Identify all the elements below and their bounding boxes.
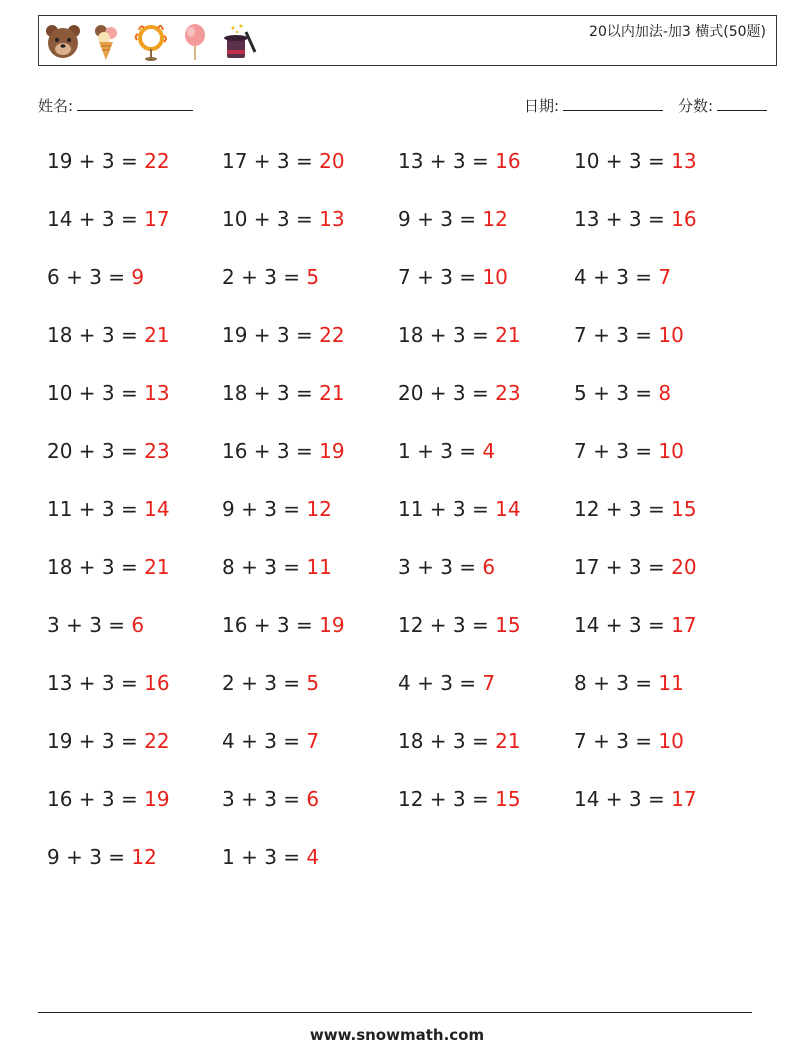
problem-answer: 23	[144, 439, 170, 463]
problem-item	[398, 141, 521, 181]
problem-question: 20 + 3 =	[398, 381, 496, 405]
problem-answer: 20	[671, 555, 697, 579]
problem-item	[398, 605, 521, 645]
problem-item	[398, 199, 508, 239]
problem-answer: 21	[144, 323, 170, 347]
problem-item	[574, 141, 697, 181]
problem-question: 14 + 3 =	[574, 787, 672, 811]
problem-question: 7 + 3 =	[574, 323, 659, 347]
problem-answer: 11	[306, 555, 332, 579]
problem-question: 13 + 3 =	[47, 671, 145, 695]
problem-question: 19 + 3 =	[47, 729, 145, 753]
problem-answer: 20	[319, 149, 345, 173]
problem-item	[47, 199, 170, 239]
problem-question: 18 + 3 =	[398, 323, 496, 347]
problem-item	[398, 489, 521, 529]
problem-question: 7 + 3 =	[398, 265, 483, 289]
problem-question: 8 + 3 =	[574, 671, 659, 695]
name-blank[interactable]	[77, 96, 193, 111]
problem-answer: 6	[306, 787, 320, 811]
date-blank[interactable]	[563, 96, 663, 111]
problem-question: 3 + 3 =	[398, 555, 483, 579]
problem-item	[398, 547, 495, 587]
problem-answer: 15	[671, 497, 697, 521]
problem-item	[574, 721, 684, 761]
problem-item	[574, 199, 697, 239]
problem-answer: 13	[319, 207, 345, 231]
problem-item	[574, 431, 684, 471]
problem-item	[574, 779, 697, 819]
problem-answer: 17	[671, 613, 697, 637]
problem-item	[47, 257, 144, 297]
problem-answer: 14	[144, 497, 170, 521]
problem-answer: 4	[306, 845, 320, 869]
problem-answer: 17	[144, 207, 170, 231]
problem-question: 10 + 3 =	[222, 207, 320, 231]
problem-question: 10 + 3 =	[47, 381, 145, 405]
problem-answer: 13	[671, 149, 697, 173]
ring-of-fire-icon	[131, 20, 171, 62]
problem-question: 17 + 3 =	[574, 555, 672, 579]
problem-answer: 5	[306, 671, 320, 695]
problem-question: 18 + 3 =	[47, 323, 145, 347]
problem-answer: 19	[319, 439, 345, 463]
problem-question: 8 + 3 =	[222, 555, 307, 579]
problem-answer: 21	[319, 381, 345, 405]
problem-answer: 10	[482, 265, 508, 289]
name-label: 姓名:	[38, 97, 74, 115]
problem-question: 16 + 3 =	[47, 787, 145, 811]
header-box	[38, 15, 777, 66]
problem-item	[222, 605, 345, 645]
problem-question: 18 + 3 =	[47, 555, 145, 579]
problem-question: 3 + 3 =	[222, 787, 307, 811]
problem-answer: 4	[482, 439, 496, 463]
problem-item	[222, 779, 319, 819]
header-icons	[43, 20, 259, 62]
problem-answer: 11	[658, 671, 684, 695]
problem-question: 12 + 3 =	[398, 787, 496, 811]
bear-face-icon	[43, 20, 83, 62]
problem-item	[222, 199, 345, 239]
problem-question: 11 + 3 =	[398, 497, 496, 521]
problem-item	[222, 257, 319, 297]
problem-item	[398, 257, 508, 297]
problem-item	[222, 663, 319, 703]
problem-answer: 12	[131, 845, 157, 869]
problem-answer: 7	[482, 671, 496, 695]
problem-question: 12 + 3 =	[574, 497, 672, 521]
problem-item	[222, 837, 319, 877]
cotton-candy-icon	[175, 20, 215, 62]
problem-answer: 15	[495, 613, 521, 637]
problem-item	[47, 373, 170, 413]
problem-answer: 7	[306, 729, 320, 753]
magic-hat-wand-icon	[219, 20, 259, 62]
problem-question: 4 + 3 =	[574, 265, 659, 289]
problem-question: 16 + 3 =	[222, 613, 320, 637]
problem-question: 2 + 3 =	[222, 671, 307, 695]
problem-item	[398, 663, 495, 703]
problem-answer: 10	[658, 729, 684, 753]
problem-item	[222, 489, 332, 529]
problem-item	[222, 547, 332, 587]
problem-item	[47, 489, 170, 529]
problem-question: 18 + 3 =	[222, 381, 320, 405]
problem-question: 9 + 3 =	[398, 207, 483, 231]
problem-item	[47, 431, 170, 471]
problem-answer: 22	[319, 323, 345, 347]
problem-question: 13 + 3 =	[398, 149, 496, 173]
problem-question: 11 + 3 =	[47, 497, 145, 521]
problem-answer: 5	[306, 265, 320, 289]
date-label: 日期:	[524, 97, 560, 115]
problem-question: 19 + 3 =	[47, 149, 145, 173]
problem-answer: 22	[144, 149, 170, 173]
problem-item	[222, 315, 345, 355]
problem-answer: 19	[319, 613, 345, 637]
problem-item	[222, 431, 345, 471]
problem-item	[574, 373, 671, 413]
problem-answer: 15	[495, 787, 521, 811]
problem-item	[574, 663, 684, 703]
problem-answer: 6	[482, 555, 496, 579]
problem-question: 12 + 3 =	[398, 613, 496, 637]
problem-answer: 12	[482, 207, 508, 231]
problem-item	[47, 141, 170, 181]
problem-question: 1 + 3 =	[222, 845, 307, 869]
problem-answer: 6	[131, 613, 145, 637]
problem-question: 9 + 3 =	[47, 845, 132, 869]
problem-answer: 16	[144, 671, 170, 695]
name-field	[38, 95, 193, 116]
score-label: 分数:	[678, 97, 714, 115]
problem-question: 7 + 3 =	[574, 729, 659, 753]
problem-item	[574, 257, 671, 297]
problem-answer: 19	[144, 787, 170, 811]
problem-question: 4 + 3 =	[398, 671, 483, 695]
score-field	[678, 95, 767, 116]
problem-question: 18 + 3 =	[398, 729, 496, 753]
problem-answer: 22	[144, 729, 170, 753]
problem-question: 13 + 3 =	[574, 207, 672, 231]
problem-answer: 10	[658, 439, 684, 463]
problem-item	[47, 663, 170, 703]
date-field	[524, 95, 663, 116]
problem-answer: 17	[671, 787, 697, 811]
problem-item	[47, 837, 157, 877]
problem-question: 2 + 3 =	[222, 265, 307, 289]
problem-answer: 21	[144, 555, 170, 579]
problem-item	[47, 547, 170, 587]
problem-question: 19 + 3 =	[222, 323, 320, 347]
score-blank[interactable]	[717, 96, 767, 111]
problem-answer: 21	[495, 323, 521, 347]
problem-item	[398, 721, 521, 761]
problem-item	[398, 373, 521, 413]
problem-question: 3 + 3 =	[47, 613, 132, 637]
worksheet-title: 20以内加法-加3 横式(50题)	[589, 24, 766, 40]
problem-item	[47, 315, 170, 355]
problem-question: 9 + 3 =	[222, 497, 307, 521]
problem-question: 20 + 3 =	[47, 439, 145, 463]
problem-question: 5 + 3 =	[574, 381, 659, 405]
problem-question: 1 + 3 =	[398, 439, 483, 463]
problem-answer: 13	[144, 381, 170, 405]
problem-question: 7 + 3 =	[574, 439, 659, 463]
problem-answer: 16	[495, 149, 521, 173]
problem-question: 17 + 3 =	[222, 149, 320, 173]
problem-question: 14 + 3 =	[574, 613, 672, 637]
problem-item	[574, 315, 684, 355]
footer-site: www.snowmath.com	[309, 1026, 485, 1044]
problem-item	[398, 315, 521, 355]
problem-item	[574, 605, 697, 645]
problem-item	[47, 605, 144, 645]
problem-item	[574, 489, 697, 529]
problem-question: 4 + 3 =	[222, 729, 307, 753]
problem-answer: 21	[495, 729, 521, 753]
problem-item	[222, 373, 345, 413]
problem-answer: 8	[658, 381, 672, 405]
problem-item	[47, 721, 170, 761]
ice-cream-cone-icon	[87, 20, 127, 62]
problem-answer: 14	[495, 497, 521, 521]
problem-question: 16 + 3 =	[222, 439, 320, 463]
problem-item	[398, 431, 495, 471]
problem-question: 10 + 3 =	[574, 149, 672, 173]
problem-item	[222, 721, 319, 761]
problem-question: 6 + 3 =	[47, 265, 132, 289]
problem-item	[47, 779, 170, 819]
problem-item	[574, 547, 697, 587]
problem-question: 14 + 3 =	[47, 207, 145, 231]
problem-item	[222, 141, 345, 181]
problem-answer: 23	[495, 381, 521, 405]
problem-answer: 12	[306, 497, 332, 521]
problem-item	[398, 779, 521, 819]
footer-divider	[38, 1012, 752, 1013]
problem-answer: 10	[658, 323, 684, 347]
problem-answer: 16	[671, 207, 697, 231]
problem-answer: 9	[131, 265, 145, 289]
problem-answer: 7	[658, 265, 672, 289]
